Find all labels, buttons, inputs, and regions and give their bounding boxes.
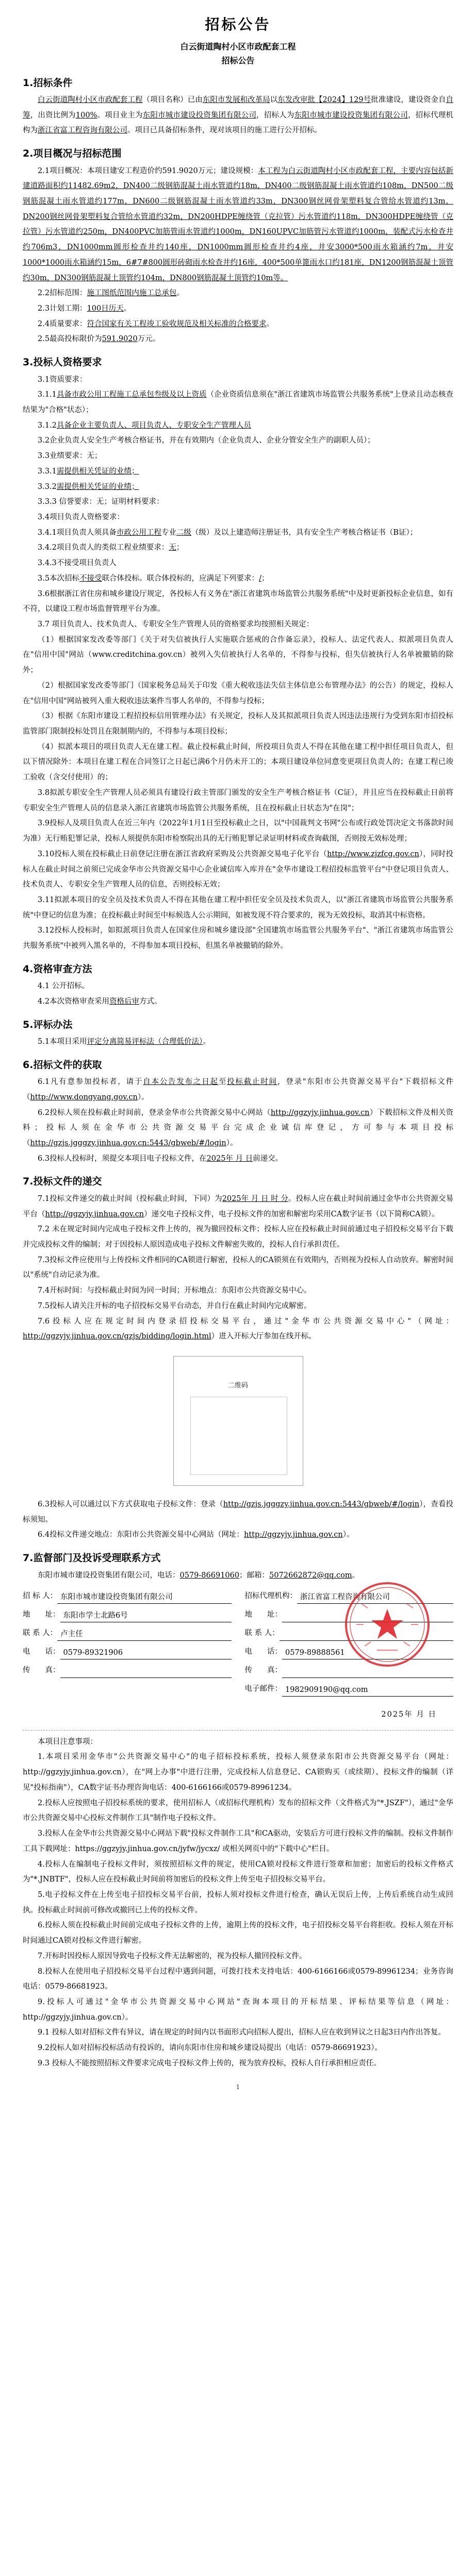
section-heading: 2.项目概况与招标范围 <box>23 148 122 160</box>
paragraph: 6.1凡有意参加投标者，请于自本公告发布之日起至投标截止时间，登录"东阳市公共资源交易平台"下载招标文件（http://www.dongyang.gov.cn）。 <box>23 1078 454 1101</box>
note-item: 3.投标人在金华市公共资源交易中心网站下载"投标文件制作工具"和CA驱动，安装后方可进行投标文件的编制。投标文件制作工具下载网址：https://ggzyjy.jinhua.gov.cn/jyfw/jycxz/ 或相关网页中的"下载中心"栏目。 <box>23 1829 453 1853</box>
paragraph: 2.5最高投标限价为591.9020万元。 <box>38 335 160 344</box>
paragraph: 3.3业绩要求：无； <box>38 452 102 461</box>
paragraph: 3.12投标人投标时，如拟派项目负责人在国家住房和城乡建设部"全国建筑市场监管公共服务平台"、"浙江省建筑市场监管公共服务系统"中被列入黑名单的，不得参加本项目投标，但黑名单被撤销的除外。 <box>23 926 453 951</box>
paragraph: （3）根据《东阳市建设工程招投标信用管理办法》有关规定，投标人及其拟派项目负责人因违法违规行为受到东阳市招投标监管部门限制投标处罚且在限制期内的，不得参与本项目投标； <box>23 712 453 736</box>
document-type: 招标公告 <box>221 56 255 66</box>
funding-ratio: 100% <box>75 111 97 120</box>
section-heading: 4.资格审查方法 <box>23 963 92 975</box>
contact-row: 联 系 人： <box>245 1622 454 1641</box>
quality-requirement: 符合国家有关工程竣工验收规范及相关标准的合格要求 <box>87 319 267 328</box>
qr-code-area <box>23 1356 453 1486</box>
construction-period: 100日历天 <box>87 304 124 313</box>
notes-heading: 本项目注意事项： <box>38 1737 97 1746</box>
paragraph: 3.4项目负责人资格要求： <box>38 513 125 521</box>
paragraph: 4.1 公开招标。 <box>38 982 90 991</box>
approver: 东阳市发展和改革局 <box>202 95 270 104</box>
paragraph: 2.4质量要求：符合国家有关工程竣工验收规范及相关标准的合格要求。 <box>38 319 274 328</box>
project-owner: 东阳市城市建设投资集团有限公司 <box>142 111 257 120</box>
qr-code-image <box>190 1397 287 1475</box>
note-item: 9.2投标人如对招标投标活动有投诉的，请向东阳市住房和城乡建设局提出（电话：0579-86691923）。 <box>38 2044 382 2053</box>
paragraph: （2）根据国家发改委等部门（国家税务总局关于印发《重大税收违法失信主体信息公布管理办法》的公告）的规定，投标人在"信用中国"网站被列入重大税收违法案件当事人名单的，不得参与投标； <box>23 681 453 705</box>
issue-date: 2025年 月 日 <box>381 1710 437 1719</box>
link[interactable]: http://ggzyjy.jinhua.gov.cn/gzjs/bidding/login.html <box>23 1332 211 1341</box>
paragraph: 3.1资质要求： <box>38 375 87 384</box>
paragraph: 3.9投标人及项目负责人在近三年内（2022年1月1日至投标截止之日，以"中国裁判文书网"公布或行政处罚决定文书落款时间为准）无行贿犯罪记录，投标人须提供东阳市检察院出具的无行贿犯罪记录证明材料或查询截图，否则按无效标处理； <box>23 819 453 843</box>
paragraph: 4.2本次资格审查采用资格后审方式。 <box>38 997 162 1006</box>
section-heading: 6.招标文件的获取 <box>23 1059 102 1071</box>
paragraph: 东阳市城市建设投资集团有限公司，电话：0579-86691060；邮箱：5072662872@qq.com。 <box>38 1571 360 1580</box>
paragraph: （1）根据国家发改委等部门《关于对失信被执行人实施联合惩戒的合作备忘录》，投标人、法定代表人、拟派项目负责人在"信用中国"网站（www.creditchina.gov.cn）被列入失信被执行人名单的，不得参与投标，但失信被执行人名单被撤销的除外； <box>23 635 453 675</box>
fund-source: 自筹 <box>23 95 454 120</box>
note-item: 9.3 投标人不能按照招标文件要求完成电子投标文件上传的，视为放弃投标，投标人自行承担相应责任。 <box>38 2059 381 2067</box>
contact-row: 电子邮件： 1982909190@qq.com <box>245 1678 454 1697</box>
paragraph: 6.2投标人须在投标截止时间前，登录金华市公共资源交易中心网站（http://ggzyjy.jinhua.gov.cn）下载招标文件及相关资料；投标人须在金华市公共资源交易平台完成企业诚信库登记，方可参与本项目投标（http://gzjs.jgggzy.jinhua.gov.cn:5443/gbweb/#/login）。 <box>23 1108 453 1148</box>
paragraph: 7.4开标时间：与投标截止时间为同一时间；开标地点：东阳市公共资源交易中心。 <box>38 1286 311 1295</box>
link[interactable]: http://www.zjzfcg.gov.cn <box>327 850 419 858</box>
paragraph: 2.2招标范围：施工图纸范围内施工总承包。 <box>38 289 185 298</box>
qualification-requirement: 具备市政公用工程施工总承包叁级及以上资质 <box>56 391 207 399</box>
contact-row: 电 话： 0579-89888561 <box>245 1641 454 1659</box>
link[interactable]: http://gzjs.jgggzy.jinhua.gov.cn:5443/gbweb/#/login <box>30 1139 226 1148</box>
paragraph: 3.4.2项目负责人的类似工程业绩要求：无； <box>38 544 184 552</box>
link[interactable]: http://ggzyjy.jinhua.gov.cn <box>244 1531 343 1539</box>
paragraph: 3.7 项目负责人、技术负责人、专职安全生产管理人员的资格要求均按照相关规定： <box>38 620 314 629</box>
note-item: 5.电子投标文件在上传至电子招投标交易平台前，投标人须对投标文件进行检查，确认无误后上传，上传后系统自动生成回执。投标截止时间前可修改或撤回已上传的投标文件。 <box>23 1890 453 1914</box>
signature-block <box>23 1707 449 1722</box>
paragraph: 2.3计划工期：100日历天。 <box>38 304 132 313</box>
note-item: 9.投标人可通过"金华市公共资源交易中心网站"查询本项目的开标结果、评标结果等信息（网址：http://ggzyjy.jinhua.gov.cn）。 <box>23 1997 453 2022</box>
paragraph: 3.3.3 信誉要求：无；证明材料要求： <box>38 498 164 506</box>
project-name-inline: 白云街道陶村小区市政配套工程 <box>38 95 143 104</box>
section-heading: 1.招标条件 <box>23 77 73 89</box>
contact-row: 传 真： <box>245 1659 454 1678</box>
paragraph: 3.3.2需提供相关凭证的业绩； <box>38 482 139 491</box>
tenderer: 东阳市城市建设投资集团有限公司 <box>294 111 408 120</box>
paragraph: 3.1.1具备市政公用工程施工总承包叁级及以上资质（企业资质信息须在"浙江省建筑市场监管公共服务系统"上登录且动态核查结果为"合格"状态）； <box>23 391 453 414</box>
paragraph: 7.2 未在规定时间内完成电子投标文件上传的，视为撤回投标文件；投标人应在投标截止时间前通过电子招投标交易平台下载并完成投标文件的编制；对于因投标人原因造成电子投标文件解密失败的，投标人自行承担责任。 <box>23 1225 453 1249</box>
link[interactable]: http://www.dongyang.gov.cn <box>30 1093 138 1101</box>
max-bid-price: 591.9020 <box>102 335 138 344</box>
tenderer-contact-column <box>23 1585 232 1697</box>
paragraph: 6.3投标人投标时，须提交本项目电子投标文件，在2025年 月 日前递交。 <box>38 1154 283 1163</box>
note-item: 7.开标时因投标人原因导致电子投标文件无法解密的，视为投标人撤回投标文件。 <box>38 1952 307 1960</box>
agency-contact-column <box>245 1585 454 1697</box>
paragraph: （4）拟派本项目的项目负责人无在建工程。截止投标截止时间，所投项目负责人不得在其他在建工程中担任项目负责人，但以下情况除外：本项目在建工程在合同签订之日起已满6个月仍未开工的；本项目建设单位同意变更项目负责人的；在建工程已竣工验收（含交付使用）的； <box>23 742 453 782</box>
paragraph: 3.11拟派本项目的安全员及技术负责人不得在其他在建工程中担任安全员及技术负责人，以"浙江省建筑市场监管公共服务系统"中登记的信息为准；在投标截止时间至中标候选人公示期间，如被发现不符合要求的，视为无效投标，取消其中标资格。 <box>23 895 453 920</box>
paragraph: 3.3.1需提供相关凭证的业绩； <box>38 467 139 476</box>
contact-row: 招 标 人： 东阳市城市建设投资集团有限公司 <box>23 1585 232 1604</box>
paragraph: 6.4投标文件递交地点：东阳市公共资源交易中心网站（网址：http://ggzyjy.jinhua.gov.cn）。 <box>38 1531 354 1539</box>
paragraph: 3.4.1项目负责人须具备市政公用工程专业二级（级）及以上建造师注册证书，具有安全生产考核合格证书（B证）； <box>38 528 418 537</box>
contact-block <box>23 1585 453 1697</box>
email-link[interactable]: 1982909190@qq.com <box>282 1684 453 1697</box>
paragraph: 5.1本项目采用评定分离简易评标法（合理低价法）。 <box>38 1038 210 1046</box>
paragraph: 7.5投标人请关注开标的电子招投标交易平台动态，并自行在截止时间内完成解密。 <box>38 1301 311 1310</box>
section-heading: 3.投标人资格要求 <box>23 357 102 368</box>
paragraph: 白云街道陶村小区市政配套工程（项目名称）已由东阳市发展和改革局以东发改审批【2024】129号批准建设，建设资金自自筹，出资比例为100%。项目业主为东阳市城市建设投资集团有限公司，招标人为东阳市城市建设投资集团有限公司，招标代理机构为浙江省富工程咨询有限公司。项目已具备招标条件，现对该项目的施工进行公开招标。 <box>23 95 454 135</box>
page-divider <box>23 1730 453 1731</box>
contact-row: 地 址： <box>245 1604 454 1622</box>
paragraph: 7.1投标文件递交的截止时间（投标截止时间，下同）为2025年 月 日 时 分。投标人应在截止时间前通过金华市公共资源交易平台（http://ggzyjy.jinhua.gov.cn）递交电子投标文件，电子投标文件的加密和解密均采用CA数字证书（以下简称CA锁）。 <box>23 1194 454 1218</box>
note-item: 9.1 投标人如对招标文件有异议，请在规定的时间内以书面形式向招标人提出，招标人应在收到异议之日起3日内作出答复。 <box>38 2028 446 2037</box>
paragraph: 7.6投标人应在规定时间内登录招投标交易平台，通过"金华市公共资源交易中心"（网址：http://ggzyjy.jinhua.gov.cn/gzjs/bidding/login.html）进入开标大厅参加在线开标。 <box>23 1317 453 1341</box>
note-item: 8.投标人在使用电子招投标交易平台过程中遇到问题，可拨打技术支持电话：400-6166166或0579-89961234；业务咨询电话：0579-86681923。 <box>23 1967 453 1991</box>
paragraph: 6.3投标人可以通过以下方式获取电子投标文件：登录（http://gzjs.jgggzy.jinhua.gov.cn:5443/gbweb/#/login），查看投标须知。 <box>23 1500 454 1524</box>
paragraph: 2.1项目概况：本项目建安工程造价约591.9020万元；建设规模：本工程为白云街道陶村小区市政配套工程，主要内容包括新建道路面积约11482.69m2，DN400二级钢筋混凝土雨水管道约18m，DN400二级钢筋混凝土雨水管道约108m，DN500二级钢筋混凝土雨水管道约177m，DN600二级钢筋混凝土雨水管道约33m，DN300钢丝网骨架塑料复合管给水管道约13m，DN200钢丝网骨架塑料复合管给水管道约32m，DN200HDPE缠绕管（克拉管）污水管道约118m，DN300HDPE缠绕管（克拉管）污水管道约250m，DN400PVC加筋管雨水管道约1000m，DN160UPVC加筋管污水管道约1000m，装配式污水检查井约706m3，DN1000mm圆形检查井约140座，DN1000mm圆形检查井约4座，井安3000*500雨水箱涵约7m，井安1000*1000雨水箱涵约15m，6#7#800圆形砖砌雨水检查井约16座，400*500单篦雨水口约181座，DN1200钢筋混凝土顶管约30m，DN300钢筋混凝土顶管约104m，DN800钢筋混凝土顶管约10m等。 <box>23 166 453 282</box>
qr-code-label: 二维码 <box>227 1382 248 1390</box>
approval-number: 东发改审批【2024】129号 <box>277 95 371 104</box>
note-item: 2.投标人应按照电子招投标系统的要求，使用招标人（或招标代理机构）发布的招标文件（文件格式为"*.JSZF"），通过"金华市公共资源交易中心投标文件制作工具"制作电子投标文件。 <box>23 1799 453 1823</box>
paragraph: 3.8拟派专职安全生产管理人员必须具有建设行政主管部门颁发的安全生产考核合格证书（C证），并且应当在投标截止日前将专职安全生产管理人员的信息录入浙江省建筑市场监管公共服务系统，且在投标截止日状态为"在岗"； <box>23 788 453 812</box>
contact-row: 招标代理机构： 浙江省富工程咨询有限公司 <box>245 1585 454 1604</box>
note-item: 6.投标人须在投标截止时间前完成电子投标文件的上传，逾期上传的投标文件，电子招投标交易平台将拒收。投标人须在开标时间通过CA锁对投标文件进行解密。 <box>23 1921 453 1945</box>
page-number: 1 <box>236 2083 240 2091</box>
paragraph: 3.1.2具备企业主要负责人、项目负责人、专职安全生产管理人员 <box>38 421 251 430</box>
note-item: 4.投标人在编制电子投标文件时，须按照招标文件的规定，使用CA锁对投标文件进行签章和加密；加密后的投标文件格式为"*.JNBTF"，投标人应在投标截止时间前将加密后的投标文件上传至电子招投标交易平台。 <box>23 1860 453 1884</box>
paragraph: 3.10投标人须在投标截止日前登记注册在浙江省政府采购及公共资源交易电子化平台（http://www.zjzfcg.gov.cn），同时投标人在截止时间之前须已完成金华市公共资源交易中心企业诚信库入库并在"金华市建设工程招投标监管平台"中登记项目负责人、技术负责人、专职安全生产管理人员的信息，否则投标无效； <box>23 850 453 889</box>
paragraph: 3.5本次招标不接受联合体投标。联合体投标的，应满足下列要求：/； <box>38 574 269 583</box>
section-heading: 7.投标文件的递交 <box>23 1176 102 1188</box>
note-item: 1.本项目采用金华市"公共资源交易中心"的电子招标投标系统，投标人须登录东阳市公共资源交易平台（网址：http://ggzyjy.jinhua.gov.cn），在"网上办事"中进行注册，完成投标人信息登记、CA锁购买（或续期）、投标文件的编制（详见"投标指南"），CA数字证书办理咨询电话：400-6166166或0579-89961234。 <box>23 1753 453 1792</box>
section-heading: 7.监督部门及投诉受理联系方式 <box>23 1552 161 1564</box>
paragraph: 3.4.3不接受项目负责人 <box>38 559 117 568</box>
email-link[interactable]: 5072662872@qq.com <box>269 1571 352 1580</box>
contact-row: 地 址： 东阳市学士北路6号 <box>23 1604 232 1622</box>
paragraph: 3.2企业负责人安全生产考核合格证书，并在有效期内（企业负责人、企业分管安全生产的副职人员）； <box>38 436 375 445</box>
qr-code-frame <box>173 1356 303 1486</box>
paragraph: 7.3投标文件应使用与上传投标文件相同的CA锁进行解密，投标人的CA锁须在有效期内，否则视为投标人自动放弃。解密时间以"系统"自动记录为准。 <box>23 1256 453 1280</box>
project-scale: 本工程为白云街道陶村小区市政配套工程，主要内容包括新建道路面积约11482.69m2，DN400二级钢筋混凝土雨水管道约18m，DN400二级钢筋混凝土雨水管道约108m，DN500二级钢筋混凝土雨水管道约177m，DN600二级钢筋混凝土雨水管道约33m，DN300钢丝网骨架塑料复合管给水管道约13m，DN200钢丝网骨架塑料复合管给水管道约32m，DN200HDPE缠绕管（克拉管）污水管道约118m，DN300HDPE缠绕管（克拉管）污水管道约250m，DN400PVC加筋管雨水管道约1000m，DN160UPVC加筋管污水管道约1000m，装配式污水检查井约706m3，DN1000mm圆形检查井约140座，DN1000mm圆形检查井约4座，井安3000*500雨水箱涵约7m，井安1000*1000雨水箱涵约15m，6#7#800圆形砖砌雨水检查井约16座，400*500单篦雨水口约181座，DN1200钢筋混凝土顶管约30m，DN300钢筋混凝土顶管约104m，DN800钢筋混凝土顶管约10m等。 <box>23 166 453 282</box>
contact-row: 联 系 人： 卢主任 <box>23 1622 232 1641</box>
link[interactable]: http://ggzyjy.jinhua.gov.cn <box>45 1210 144 1218</box>
document-title: 招标公告 <box>205 16 271 33</box>
link[interactable]: http://gzjs.jgggzy.jinhua.gov.cn:5443/gbweb/#/login <box>223 1500 420 1509</box>
tender-scope: 施工图纸范围内施工总承包 <box>87 289 177 298</box>
project-name: 白云街道陶村小区市政配套工程 <box>180 42 296 52</box>
link[interactable]: http://ggzyjy.jinhua.gov.cn <box>270 1108 370 1117</box>
contact-row: 传 真： <box>23 1659 232 1678</box>
contact-row: 电 话： 0579-89321906 <box>23 1641 232 1659</box>
paragraph: 3.6根据浙江省住房和城乡建设厅规定，各投标人有义务在"浙江省建筑市场监管公共服务系统"中及时更新投标企业信息，如有不符，以建设工程市场监督管理平台为准。 <box>23 589 453 614</box>
section-heading: 5.评标办法 <box>23 1019 73 1030</box>
tender-agency: 浙江省富工程咨询有限公司 <box>38 126 127 135</box>
